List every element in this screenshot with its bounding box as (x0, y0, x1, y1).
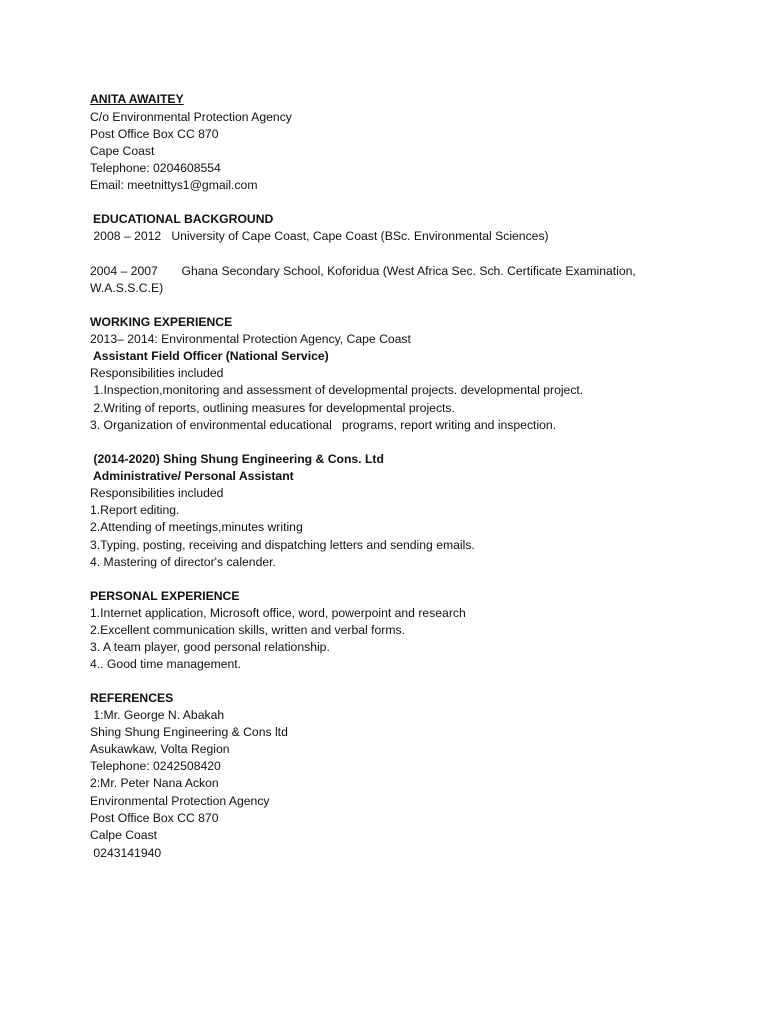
email-line: Email: meetnittys1@gmail.com (90, 178, 258, 192)
personal-heading: PERSONAL EXPERIENCE (90, 589, 240, 603)
job-title: Administrative/ Personal Assistant (93, 469, 294, 483)
reference-org: Environmental Protection Agency (90, 794, 270, 808)
reference-location: Asukawkaw, Volta Region (90, 742, 230, 756)
address-line: Post Office Box CC 870 (90, 127, 219, 141)
responsibility-item: 3.Typing, posting, receiving and dispatching letters and sending emails. (90, 538, 475, 552)
telephone-line: Telephone: 0204608554 (90, 161, 221, 175)
references-heading: REFERENCES (90, 691, 174, 705)
job-period-org: (2014-2020) Shing Shung Engineering & Cons. Ltd (90, 452, 384, 466)
responsibility-item: 4. Mastering of director's calender. (90, 555, 276, 569)
education-entry: 2004 – 2007 Ghana Secondary School, Koforidua (West Africa Sec. Sch. Certificate Examination, (90, 264, 636, 278)
job-period-org: 2013– 2014: Environmental Protection Agency, Cape Coast (90, 332, 411, 346)
personal-item: 4.. Good time management. (90, 657, 242, 671)
personal-item: 3. A team player, good personal relationship. (90, 640, 330, 654)
responsibilities-label: Responsibilities included (90, 486, 224, 500)
reference-org: Shing Shung Engineering & Cons ltd (90, 725, 288, 739)
work-heading: WORKING EXPERIENCE (90, 315, 233, 329)
reference-address: Post Office Box CC 870 (90, 811, 219, 825)
address-line: Cape Coast (90, 144, 155, 158)
responsibility-item: 1.Inspection,monitoring and assessment of developmental projects. developmental project. (90, 383, 584, 397)
reference-telephone: Telephone: 0242508420 (90, 759, 221, 773)
reference-city: Calpe Coast (90, 828, 158, 842)
reference-name: 2:Mr. Peter Nana Ackon (90, 776, 219, 790)
responsibility-item: 3. Organization of environmental educational programs, report writing and inspection. (90, 418, 557, 432)
personal-item: 2.Excellent communication skills, written and verbal forms. (90, 623, 405, 637)
responsibility-item: 2.Attending of meetings,minutes writing (90, 520, 303, 534)
education-entry: 2008 – 2012 University of Cape Coast, Cape Coast (BSc. Environmental Sciences) (90, 229, 549, 243)
applicant-name: ANITA AWAITEY (90, 92, 184, 106)
education-heading: EDUCATIONAL BACKGROUND (93, 212, 274, 226)
reference-name: 1:Mr. George N. Abakah (90, 708, 225, 722)
reference-phone: 0243141940 (90, 846, 162, 860)
personal-item: 1.Internet application, Microsoft office, word, powerpoint and research (90, 606, 466, 620)
job-title: Assistant Field Officer (National Service) (93, 349, 329, 363)
responsibility-item: 1.Report editing. (90, 503, 180, 517)
responsibility-item: 2.Writing of reports, outlining measures for developmental projects. (90, 401, 455, 415)
education-entry-continued: W.A.S.S.C.E) (90, 281, 164, 295)
responsibilities-label: Responsibilities included (90, 366, 224, 380)
address-line: C/o Environmental Protection Agency (90, 110, 292, 124)
